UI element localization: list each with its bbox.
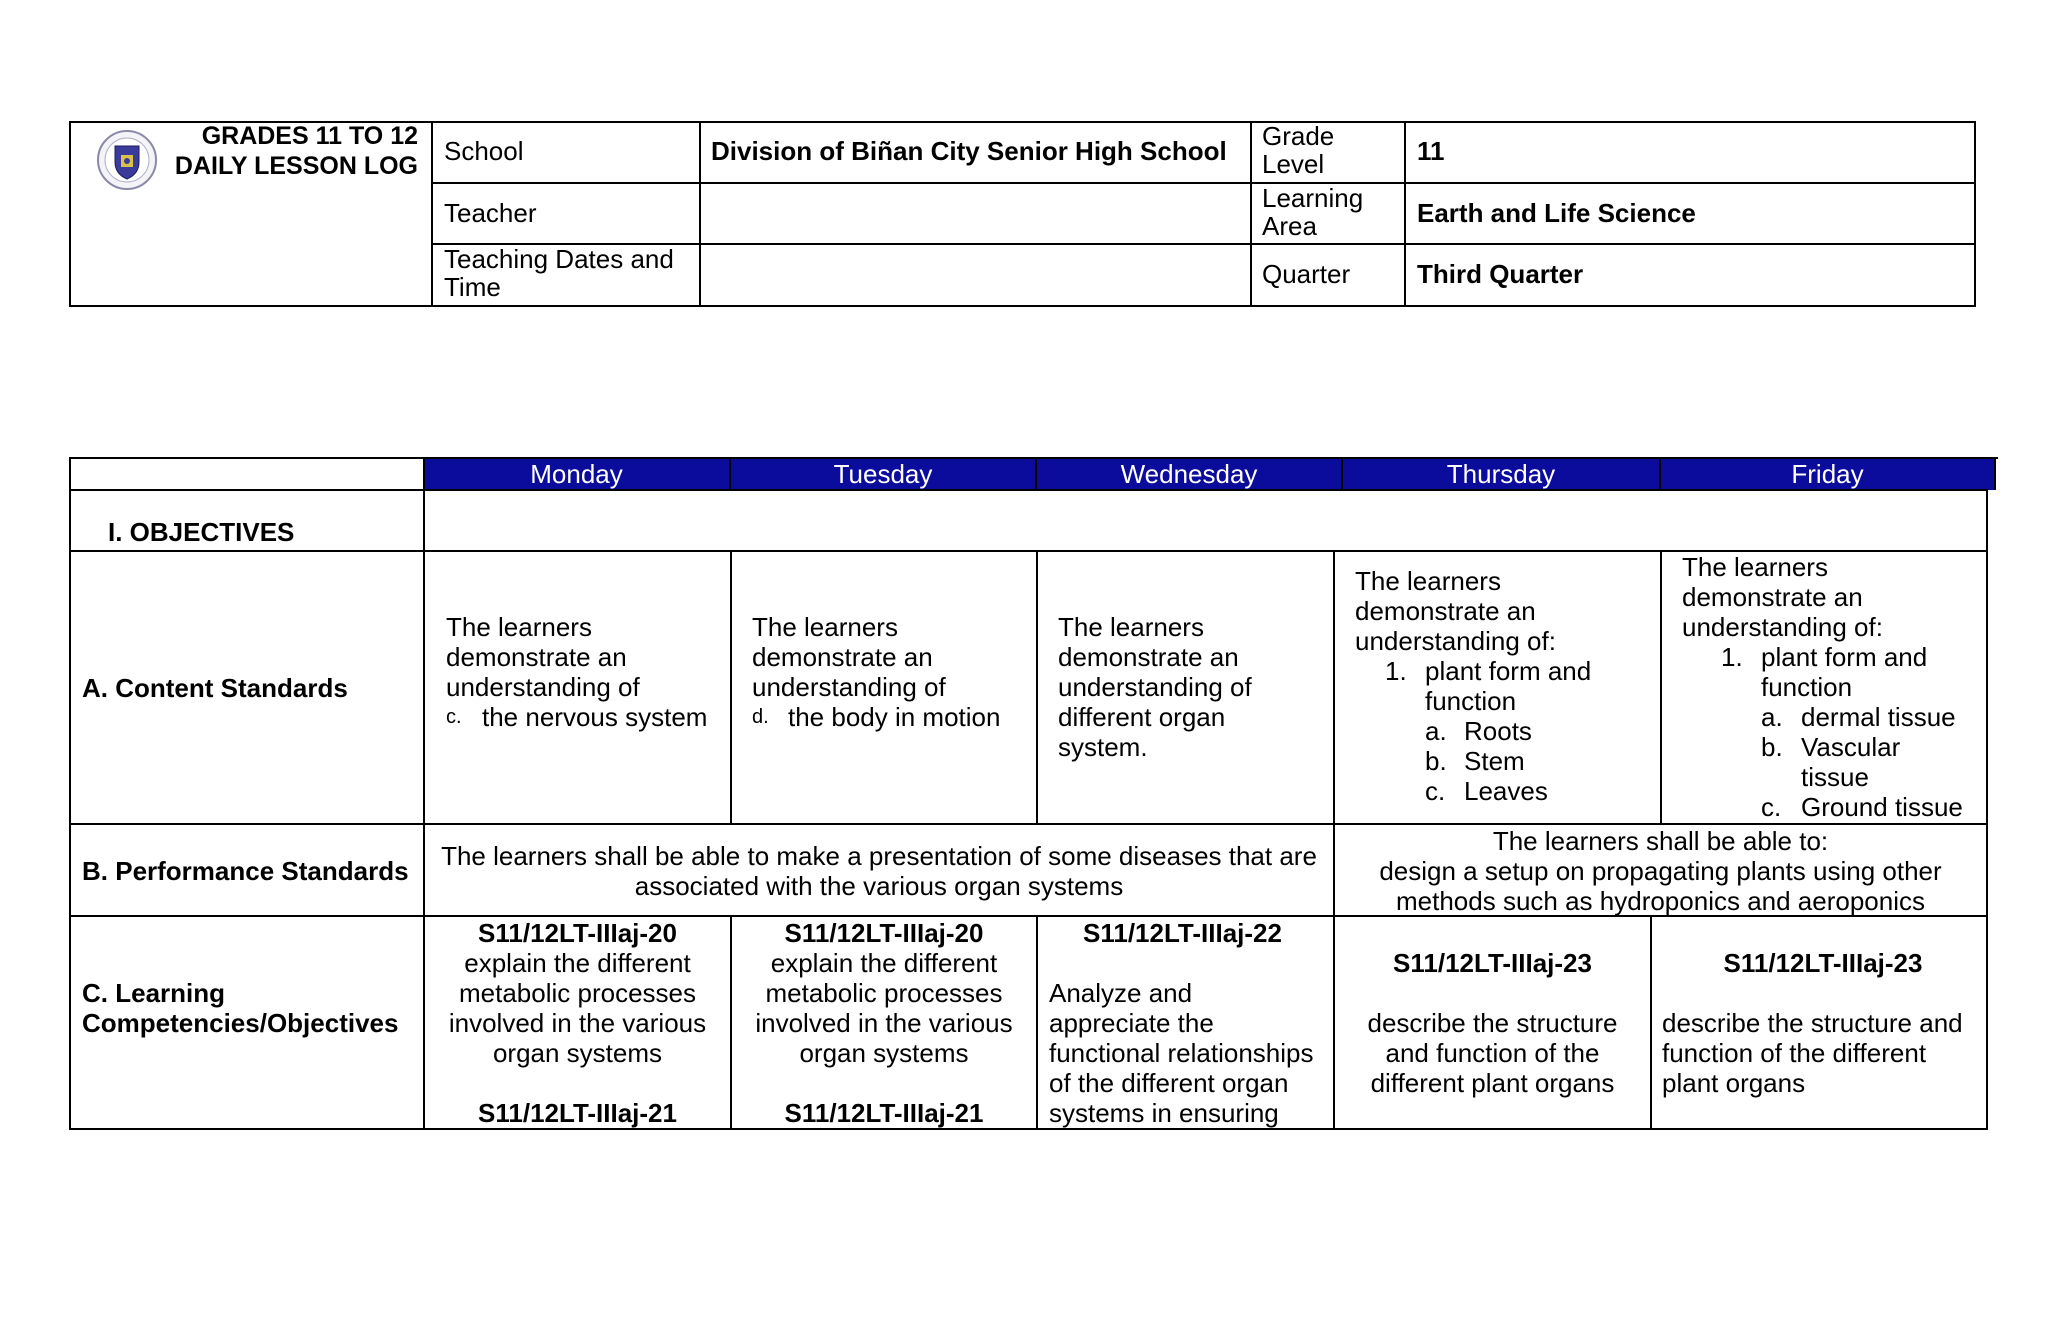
list-marker: d. — [752, 706, 769, 728]
learning-area-value: Earth and Life Science — [1417, 198, 1696, 228]
day-header-monday: Monday — [424, 459, 731, 490]
competency-code: S11/12LT-IIIaj-23 — [1393, 948, 1592, 978]
competency-code: S11/12LT-IIIaj-23 — [1723, 948, 1923, 978]
performance-standard-mon-wed: The learners shall be able to make a presentation of some diseases that are associated with the various organ systems — [441, 841, 1317, 901]
day-header-friday: Friday — [1661, 459, 1996, 490]
competency-code: S11/12LT-IIIaj-21 — [784, 1098, 984, 1128]
content-standard-thursday: The learners demonstrate an understanding of: 1. plant form and function a. Roots b. Stem c. Leaves — [1355, 566, 1592, 806]
day-header-wednesday: Wednesday — [1037, 459, 1343, 490]
content-standard-tuesday: The learners demonstrate an understanding of d. the body in motion — [752, 612, 1001, 732]
competency-code: S11/12LT-IIIaj-21 — [478, 1098, 677, 1128]
list-marker: c. — [446, 706, 462, 728]
competency-wednesday: S11/12LT-IIIaj-22 Analyze and appreciate the functional relationships of the different organ systems in ensuring — [1049, 918, 1333, 1128]
quarter-value: Third Quarter — [1417, 259, 1584, 289]
grade-level-value: 11 — [1417, 136, 1445, 166]
competency-friday: S11/12LT-IIIaj-23 describe the structure and function of the different plant organs — [1662, 948, 1984, 1098]
content-standard-friday: The learners demonstrate an understanding of: 1. plant form and function a. dermal tissue b. Vascular tissue c. Ground tissue — [1682, 552, 1963, 822]
quarter-label: Quarter — [1262, 259, 1351, 289]
deped-seal-icon — [96, 129, 158, 191]
competency-monday: S11/12LT-IIIaj-20 explain the different metabolic processes involved in the various organ systems S11/12LT-IIIaj-21 — [425, 918, 730, 1128]
school-value: Division of Biñan City Senior High School — [711, 136, 1227, 166]
content-standard-wednesday: The learners demonstrate an understanding of different organ system. — [1058, 612, 1252, 762]
day-header-thursday: Thursday — [1343, 459, 1661, 490]
competencies-label: C. Learning Competencies/Objectives — [82, 978, 399, 1038]
objectives-heading: I. OBJECTIVES — [108, 517, 295, 547]
content-standard-monday: The learners demonstrate an understanding of c. the nervous system — [446, 612, 708, 732]
school-label: School — [444, 136, 524, 166]
performance-standards-label: B. Performance Standards — [82, 856, 409, 886]
learning-area-label: Learning Area — [1262, 183, 1364, 241]
teaching-dates-label: Teaching Dates and Time — [444, 244, 674, 302]
teacher-label: Teacher — [444, 198, 537, 228]
competency-thursday: S11/12LT-IIIaj-23 describe the structure and function of the different plant organs — [1335, 948, 1650, 1098]
dll-title: GRADES 11 TO 12 DAILY LESSON LOG — [174, 122, 418, 180]
grade-level-label: Grade Level — [1262, 121, 1335, 179]
competency-code: S11/12LT-IIIaj-22 — [1083, 918, 1282, 948]
competency-code: S11/12LT-IIIaj-20 — [478, 918, 677, 948]
competency-tuesday: S11/12LT-IIIaj-20 explain the different metabolic processes involved in the various organ systems S11/12LT-IIIaj-21 — [732, 918, 1036, 1128]
performance-standard-thu-fri: The learners shall be able to: design a setup on propagating plants using other methods such as hydroponics and aeroponics — [1379, 826, 1942, 916]
day-header-tuesday: Tuesday — [731, 459, 1037, 490]
content-standards-label: A. Content Standards — [82, 673, 348, 703]
competency-code: S11/12LT-IIIaj-20 — [784, 918, 984, 948]
